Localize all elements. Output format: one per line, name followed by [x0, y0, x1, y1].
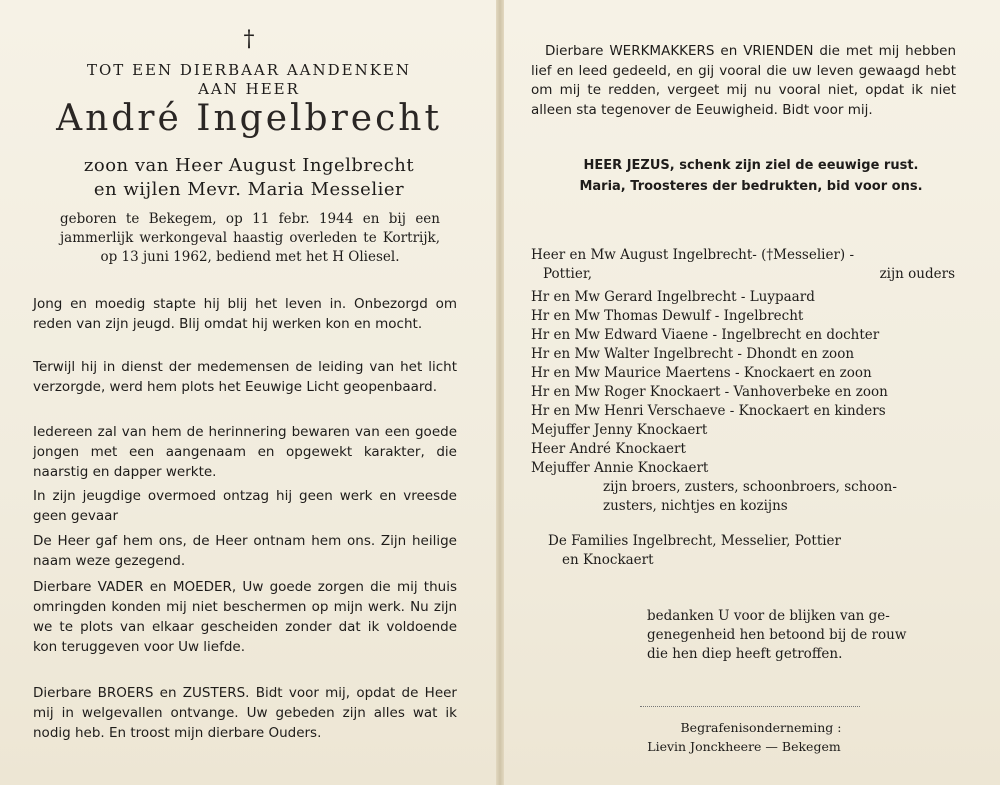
sibling-entry: Heer André Knockaert — [531, 441, 686, 457]
son-of-line-2: en wijlen Mevr. Maria Messelier — [93, 179, 405, 200]
thanks-line-2: genegenheid hen betoond bij de rouw — [647, 627, 907, 643]
sibling-entry: Hr en Mw Thomas Dewulf - Ingelbrecht — [531, 308, 804, 324]
siblings-relation-line-1: zijn broers, zusters, schoonbroers, schoon- — [603, 479, 897, 495]
prayer-line-1: HEER JEZUS, schenk zijn ziel de eeuwige rust. — [583, 158, 919, 173]
thanks-line-1: bedanken U voor de blijken van ge- — [647, 608, 890, 624]
paragraph-7: Dierbare BROERS en ZUSTERS. Bidt voor mij, opdat de Heer mij in welgevallen ontvange. Uw gebeden zijn alles wat ik nodig heb. En troost mijn dierbare Ouders. — [33, 685, 457, 741]
paragraph-5: De Heer gaf hem ons, de Heer ontnam hem ons. Zijn heilige naam weze gezegend. — [33, 533, 457, 569]
heading-line-2: AAN HEER — [198, 80, 300, 98]
paragraph-3: Iedereen zal van hem de herinnering bewaren van een goede jongen met een aangenaam en opgewekt karakter, die naarstig en dapper werkte. — [33, 424, 457, 480]
siblings-relation-line-2: zusters, nichtjes en kozijns — [603, 498, 788, 514]
friends-paragraph: Dierbare WERKMAKKERS en VRIENDEN die met mij hebben lief en leed gedeeld, en gij vooral die uw leven gewaagd hebt om mij te redden, vergeet mij nu vooral niet, opdat ik niet alleen sta tegenover de Eeuwigheid. Bidt voor mij. — [531, 43, 956, 118]
parents-line-1: Heer en Mw August Ingelbrecht- (†Messelier) - — [531, 247, 855, 263]
parents-name-cont: Pottier, — [543, 266, 593, 282]
siblings-list — [531, 288, 955, 516]
thanks-line-3: die hen diep heeft getroffen. — [647, 646, 843, 662]
paragraph-6: Dierbare VADER en MOEDER, Uw goede zorgen die mij thuis omringden konden mij niet beschermen op mijn werk. Nu zijn we te plots van elkaar gescheiden zonder dat ik voldoende kon teruggeven voor Uw liefde. — [33, 579, 457, 655]
son-of-line-1: zoon van Heer August Ingelbrecht — [83, 155, 415, 176]
families-line-1: De Families Ingelbrecht, Messelier, Pottier — [548, 533, 841, 549]
undertaker-name: Lievin Jonckheere — Bekegem — [647, 739, 841, 754]
sibling-entry: Mejuffer Annie Knockaert — [531, 460, 709, 476]
sibling-entry: Mejuffer Jenny Knockaert — [531, 422, 708, 438]
heading-line-1: TOT EEN DIERBAAR AANDENKEN — [87, 61, 411, 79]
parents-block — [531, 246, 955, 284]
biography: geboren te Bekegem, op 11 febr. 1944 en bij een jammerlijk werkongeval haastig overleden te Kortrijk, op 13 juni 1962, bediend met het H Oliesel. — [60, 211, 440, 265]
parents-relation: zijn ouders — [879, 266, 955, 282]
thanks-block — [647, 607, 947, 664]
sibling-entry: Hr en Mw Gerard Ingelbrecht - Luypaard — [531, 289, 815, 305]
sibling-entry: Hr en Mw Henri Verschaeve - Knockaert en kinders — [531, 403, 886, 419]
sibling-entry: Hr en Mw Walter Ingelbrecht - Dhondt en zoon — [531, 346, 855, 362]
paragraph-1: Jong en moedig stapte hij blij het leven in. Onbezorgd om reden van zijn jeugd. Blij omdat hij werken kon en mocht. — [33, 296, 457, 332]
sibling-entry: Hr en Mw Maurice Maertens - Knockaert en zoon — [531, 365, 872, 381]
paragraph-4: In zijn jeugdige overmoed ontzag hij geen werk en vreesde geen gevaar — [33, 488, 457, 524]
undertaker-title: Begrafenisonderneming : — [680, 720, 842, 735]
deceased-name: André Ingelbrecht — [56, 98, 442, 139]
separator-dotted — [640, 706, 860, 707]
sibling-entry: Hr en Mw Roger Knockaert - Vanhoverbeke en zoon — [531, 384, 888, 400]
families-block — [548, 532, 948, 570]
families-line-2: en Knockaert — [562, 552, 654, 568]
prayer-line-2: Maria, Troosteres der bedrukten, bid voor ons. — [579, 179, 923, 194]
sibling-entry: Hr en Mw Edward Viaene - Ingelbrecht en dochter — [531, 327, 880, 343]
paragraph-2: Terwijl hij in dienst der medemensen de leiding van het licht verzorgde, werd hem plots het Eeuwige Licht geopenbaard. — [33, 359, 457, 395]
parents-line-2 — [531, 265, 955, 284]
cross-symbol: † — [243, 27, 255, 52]
